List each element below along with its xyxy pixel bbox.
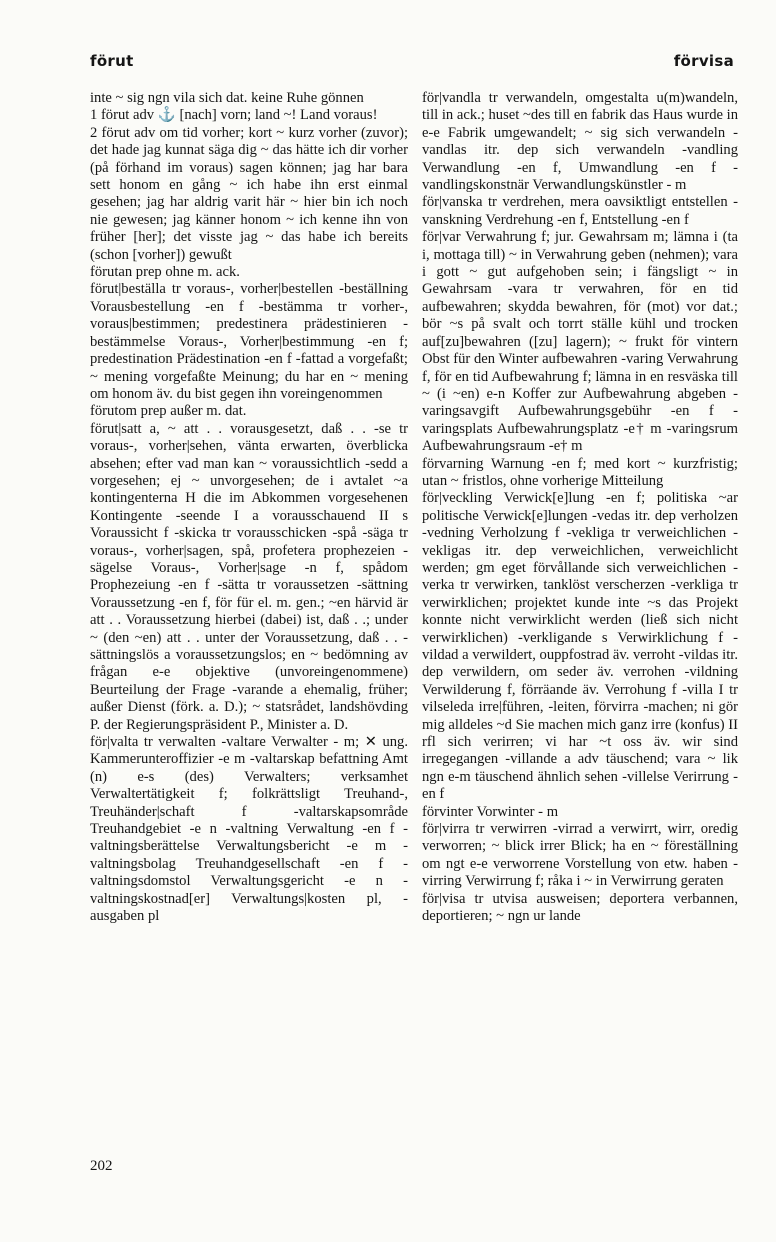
entry: för|veckling Verwick[e]lung -en f; politiska ~ar politische Verwick[e]lungen -vedas itr. dep verholzen -vedning Verholzung f -vekliga tr verweichlichen -vekligas itr. dep verweichlichen, verweichlicht werden; gm eget förvållande sich verweichlichen -verka tr verwirken, tanklöst verscherzen -verkliga tr verwirklichen; projektet kunde inte ~s das Projekt konnte nicht verwirklicht werden (ließ sich nicht verwirklichen) -verkligande s Verwirklichung f -vildad a verwildert, ouppfostrad äv. verroht -vildas itr. dep verwildern, om seder äv. verrohen -vildning Verwilderung f, förräande äv. Verrohung f -villa I tr vilseleda irre|führen, -leiten, förvirra -machen; ni gör mig alldeles ~d Sie machen mich ganz irre (konfus) II rfl sich verirren; vi har ~t oss äv. wir sind irregegangen -villande a adv täuschend; vara ~ lik ngn e-m täuschend ähnlich sehen -villelse Verirrung -en f	[422, 490, 738, 803]
page-number: 202	[90, 1158, 113, 1174]
running-head-right: förvisa	[673, 52, 734, 70]
entry: 2 förut adv om tid vorher; kort ~ kurz vorher (zuvor); det hade jag kunnat säga dig ~ das hätte ich dir vorher (på förhand im voraus) sagen können; jag har bara sett honom en gång ~ ich habe ihn erst einmal gesehen; jag har aldrig varit här ~ hier bin ich noch nie gewesen; jag känner honom ~ ich kenne ihn von früher [her]; det visste jag ~ das habe ich bereits (schon [vorher]) gewußt	[90, 124, 408, 263]
entry: för|valta tr verwalten -valtare Verwalter - m; ✕ ung. Kammerunteroffizier -e m -valtarskap befattning Amt (n) e-s (des) Verwalters; verksamhet Verwaltertätigkeit f; folkrättsligt Treuhand-, Treuhänder|schaft f -valtarskapsområde Treuhandgebiet -e n -valtning Verwaltung -en f -valtningsberättelse Verwaltungsbericht -e m -valtningsbolag Treuhandgesellschaft -en f -valtningsdomstol Verwaltungsgericht -e n -valtningskostnad[er] Verwaltungs|kosten pl, -ausgaben pl	[90, 734, 408, 925]
entry: för|vanska tr verdrehen, mera oavsiktligt entstellen -vanskning Verdrehung -en f, Entstellung -en f	[422, 194, 738, 228]
left-column	[90, 90, 408, 926]
entry: inte ~ sig ngn vila sich dat. keine Ruhe gönnen	[90, 90, 364, 106]
entry: förvinter Vorwinter - m	[422, 803, 559, 820]
entry: för|visa tr utvisa ausweisen; deportera verbannen, deportieren; ~ ngn ur lande	[422, 890, 738, 925]
entry: förvarning Warnung -en f; med kort ~ kurzfristig; utan ~ fristlos, ohne vorherige Mitteilung	[422, 455, 738, 489]
entry: förut|satt a, ~ att . . vorausgesetzt, daß . . -se tr voraus-, vorher|sehen, vänta erwarten, överblicka absehen; efter vad man kan ~ voraussichtlich -sedd a vorgesehen; ej ~ unvorgesehen; de i avtalet ~a kontingenterna H die im Abkommen vorgesehenen Kontingente -seende I a vorausschauend II s Voraussicht f -skicka tr vorausschicken -spå -säga tr voraus-, vorher|sagen, spå, profetera prophezeien -sägelse Voraus-, Vorher|sage -n f, spådom Prophezeiung -en f -sätta tr voraussetzen -sättning Voraussetzung -en f, för für el. m. gen.; ~en härvid är att . . Voraussetzung hierbei (dabei) ist, daß . .; under ~ (den ~en) att . . unter der Voraussetzung, daß . . -sättningslös a voraussetzungslos; en ~ bedömning av frågan e-e objektive (unvoreingenommene) Beurteilung der Frage -varande a ehemalig, früher; außer Dienst (förk. a. D.); ~ statsrådet, landshövding P. der Regierungspräsident P., Minister a. D.	[90, 420, 408, 733]
entry: för|var Verwahrung f; jur. Gewahrsam m; lämna i (ta i, mottaga till) ~ in Verwahrung geben (nehmen); vara i gott ~ gut aufgehoben sein; i fängsligt ~ in Gewahrsam -vara tr verwahren, för en tid aufbewahren; skydda bewahren, för (mot) vor dat.; bör ~s på svalt och torrt ställe kühl und trocken auf[zu]bewahren ([zu] lagern); ~ frukt för vintern Obst für den Winter aufbewahren -varing Verwahrung f, för en tid Aufbewahrung f; lämna in en resväska till ~ (i ~en) e-n Koffer zur Aufbewahrung abgeben -varingsavgift Aufbewahrungsgebühr -en f -varingsplats Aufbewahrungsplatz -e† m -varingsrum Aufbewahrungsraum -e† m	[422, 229, 738, 455]
entry: förutan prep ohne m. ack.	[90, 264, 240, 281]
entry: 1 förut adv ⚓ [nach] vorn; land ~! Land voraus!	[90, 107, 378, 124]
entry: för|vandla tr verwandeln, omgestalta u(m)wandeln, till in ack.; huset ~des till en fabrik das Haus wurde in e-e Fabrik umgewandelt; ~ sig sich verwandeln -vandlas itr. dep sich verwandeln -vandling Verwandlung -en f, Umwandlung -en f -vandlingskonstnär Verwandlungskünstler - m	[422, 90, 738, 194]
entry: förutom prep außer m. dat.	[90, 403, 247, 420]
entry: förut|beställa tr voraus-, vorher|bestellen -beställning Vorausbestellung -en f -bestämma tr vorher-, voraus|bestimmen; predestinera prädestinieren -bestämmelse Voraus-, Vorher|bestimmung -en f; predestination Prädestination -en f -fattad a vorgefaßt; ~ mening vorgefaßte Meinung; du har en ~ mening om honom äv. du bist gegen ihn voreingenommen	[90, 281, 408, 402]
running-head-left: förut	[90, 52, 134, 70]
right-column	[422, 90, 738, 926]
entry: för|virra tr verwirren -virrad a verwirrt, wirr, oredig verworren; ~ blick irrer Blick; ha en ~ föreställning om ngt e-e verworrene Vorstellung von etw. haben -virring Verwirrung f; råka i ~ in Verwirrung geraten	[422, 821, 738, 890]
